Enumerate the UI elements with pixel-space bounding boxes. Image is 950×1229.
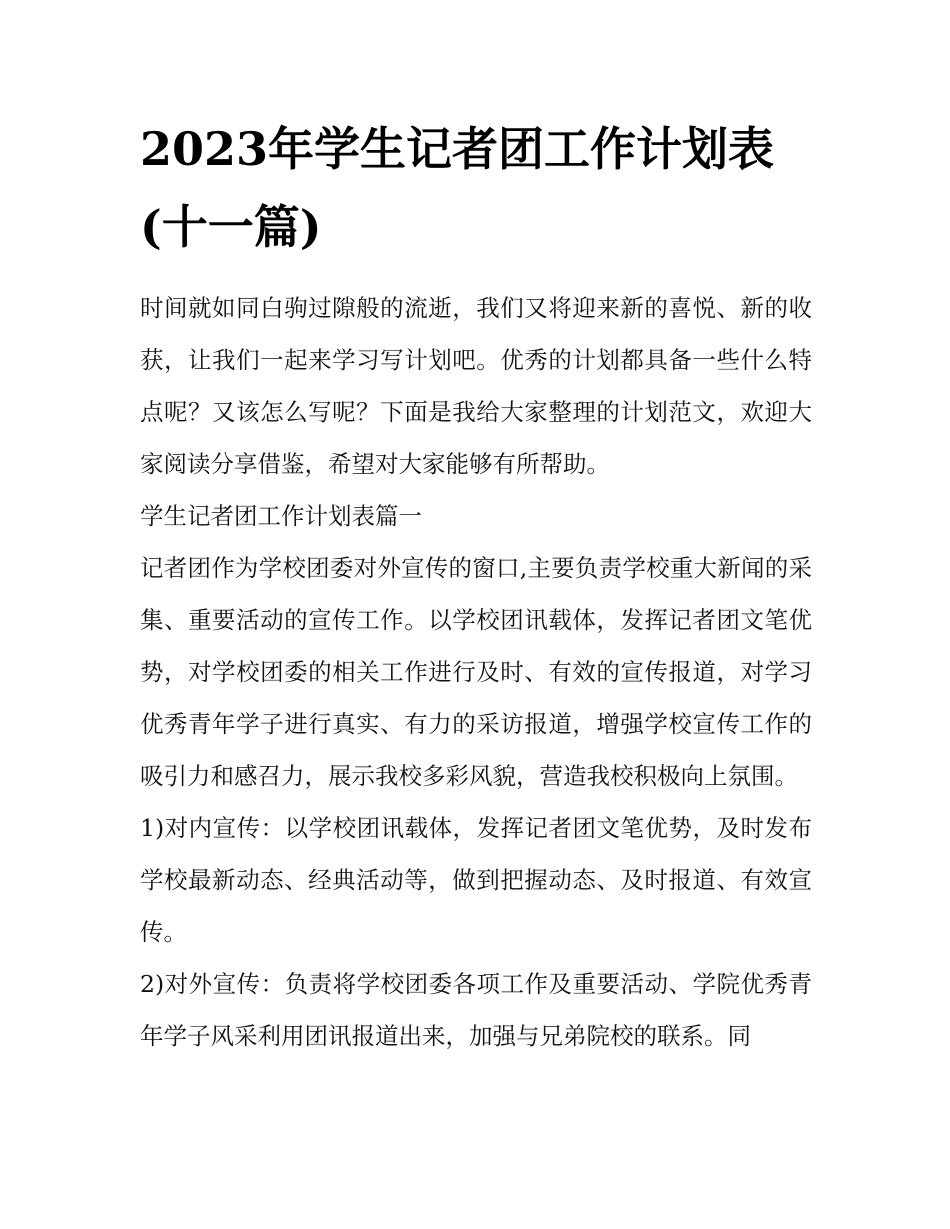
body-paragraph: 记者团作为学校团委对外宣传的窗口,主要负责学校重大新闻的采集、重要活动的宣传工作。以学校团讯载体，发挥记者团文笔优势，对学校团委的相关工作进行及时、有效的宣传报道，对学习优秀青年学子进行真实、有力的采访报道，增强学校宣传工作的吸引力和感召力，展示我校多彩风貌，营造我校积极向上氛围。 xyxy=(140,554,812,790)
document-title: 2023年学生记者团工作计划表(十一篇) xyxy=(140,122,775,254)
list-item: 1)对内宣传：以学校团讯载体，发挥记者团文笔优势，及时发布学校最新动态、经典活动等，做到把握动态、及时报道、有效宣传。 xyxy=(140,814,812,946)
document-page xyxy=(140,110,812,1062)
list-item: 2)对外宣传：负责将学校团委各项工作及重要活动、学院优秀青年学子风采利用团讯报道出来，加强与兄弟院校的联系。同 xyxy=(140,970,812,1050)
section-heading: 学生记者团工作计划表篇一 xyxy=(140,502,422,530)
intro-paragraph: 时间就如同白驹过隙般的流逝，我们又将迎来新的喜悦、新的收获，让我们一起来学习写计划吧。优秀的计划都具备一些什么特点呢？又该怎么写呢？下面是我给大家整理的计划范文，欢迎大家阅读分享借鉴，希望对大家能够有所帮助。 xyxy=(140,294,812,478)
